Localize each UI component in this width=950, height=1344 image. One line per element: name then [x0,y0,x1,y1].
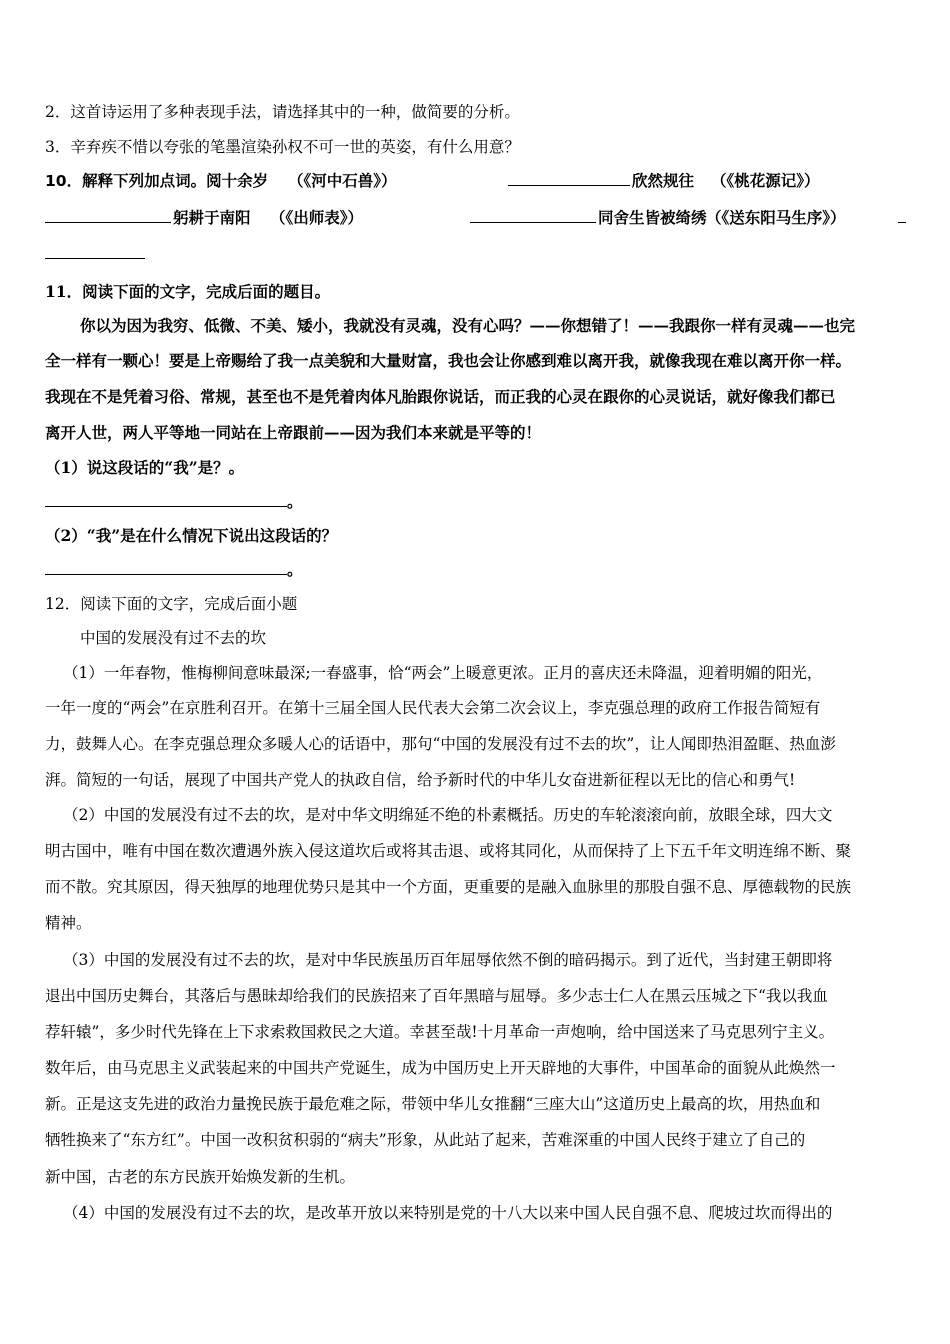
q10-label: 10．解释下列加点词。阅十余岁 [45,172,269,190]
q9-item-3: 3．辛弃疾不惜以夸张的笔墨渲染孙权不可一世的英姿，有什么用意？ [45,138,520,156]
q11-title: 11．阅读下面的文字，完成后面的题目。 [45,282,331,301]
article-line: 新中国，古老的东方民族开始焕发新的生机。 [45,1168,356,1186]
article-line: 而不散。究其原因，得天独厚的地理优势只是其中一个方面，更重要的是融入血脉里的那股自强不息、厚德载物的民族 [45,878,852,896]
article-line: 新。正是这支先进的政治力量挽民族于最危难之际，带领中华儿女推翻“三座大山”这道历史上最高的坎，用热血和 [45,1095,821,1113]
end-mark: 。 [287,560,303,579]
article-line: 湃。简短的一句话，展现了中国共产党人的执政自信，给予新时代的中华儿女奋进新征程以无比的信心和勇气! [45,771,796,789]
q10-word2-source: （《桃花源记》） [711,172,820,190]
answer-blank[interactable] [45,208,171,223]
answer-blank[interactable] [898,208,906,223]
q10-word3: 躬耕于南阳 [173,209,251,227]
q11-sub1: （1）说这段话的“我”是？。 [45,458,245,477]
article-title: 中国的发展没有过不去的坎 [80,629,267,647]
q9-item-2: 2．这首诗运用了多种表现手法，请选择其中的一种，做简要的分析。 [45,103,520,121]
answer-blank[interactable] [45,560,287,575]
q11-passage-line: 全一样有一颗心！要是上帝赐给了我一点美貌和大量财富，我也会让你感到难以离开我，就像我现在难以离开你一样。 [45,351,852,370]
article-line: 精神。 [45,914,92,932]
answer-blank[interactable] [470,208,596,223]
q10-word1-source: （《河中石兽》） [288,172,397,190]
article-line: （4）中国的发展没有过不去的坎，是改革开放以来特别是党的十八大以来中国人民自强不息、爬坡过坎而得出的 [63,1204,833,1222]
q11-passage-line: 离开人世，两人平等地一同站在上帝跟前——因为我们本来就是平等的！ [45,423,542,442]
q10-word4-source: （《送东阳马生序》） [706,209,846,227]
q11-passage-line: 我现在不是凭着习俗、常规，甚至也不是凭着肉体凡胎跟你说话，而正我的心灵在跟你的心灵说话，就好像我们都已 [45,387,836,406]
q10-word2: 欣然规往 [632,172,695,190]
q10-word4: 同舍生皆被绮绣 [598,209,707,227]
answer-blank[interactable] [45,492,287,507]
end-mark: 。 [287,492,303,511]
article-line: 牺牲换来了“东方红”。中国一改积贫积弱的“病夫”形象，从此站了起来，苦难深重的中国人民终于建立了自己的 [45,1131,806,1149]
article-line: 退出中国历史舞台，其落后与愚昧却给我们的民族招来了百年黑暗与屈辱。多少志士仁人在黑云压城之下“我以我血 [45,987,828,1005]
article-line: 力，鼓舞人心。在李克强总理众多暖人心的话语中，那句“中国的发展没有过不去的坎”，让人闻即热泪盈眶、热血澎 [45,735,836,753]
article-line: （2）中国的发展没有过不去的坎，是对中华文明绵延不绝的朴素概括。历史的车轮滚滚向前，放眼全球，四大文 [63,806,833,824]
article-line: 一年一度的“两会”在京胜利召开。在第十三届全国人民代表大会第二次会议上，李克强总理的政府工作报告简短有 [45,699,821,717]
answer-blank[interactable] [45,244,145,259]
answer-blank[interactable] [508,171,630,186]
article-line: （3）中国的发展没有过不去的坎，是对中华民族虽历百年屈辱依然不倒的暗码揭示。到了近代，当封建王朝即将 [63,951,833,969]
q11-passage-line: 你以为因为我穷、低微、不美、矮小，我就没有灵魂，没有心吗？——你想错了！——我跟你一样有灵魂——也完 [80,316,856,335]
article-line: 明古国中，唯有中国在数次遭遇外族入侵这道坎后或将其击退、或将其同化，从而保持了上下五千年文明连绵不断、聚 [45,842,852,860]
article-line: （1）一年春物，惟梅柳间意味最深;一春盛事，恰“两会”上暖意更浓。正月的喜庆还未降温，迎着明媚的阳光， [63,664,823,682]
q11-sub2: （2）“我”是在什么情况下说出这段话的？ [45,526,338,545]
article-line: 数年后，由马克思主义武装起来的中国共产党诞生，成为中国历史上开天辟地的大事件，中国革命的面貌从此焕然一 [45,1059,836,1077]
q10-word3-source: （《出师表》） [270,209,364,227]
article-line: 荐轩辕”，多少时代先锋在上下求索救国救民之大道。幸甚至哉!十月革命一声炮响，给中国送来了马克思列宁主义。 [45,1023,835,1041]
q12-title: 12．阅读下面的文字，完成后面小题 [45,595,298,613]
